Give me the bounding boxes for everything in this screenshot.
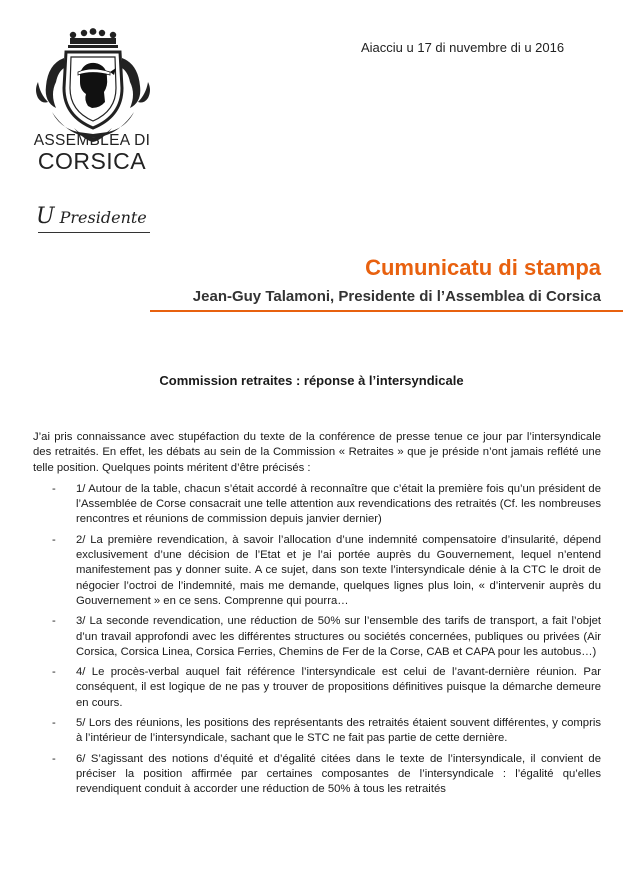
signature-initial: U (36, 204, 55, 229)
list-item (33, 752, 601, 798)
list-item (33, 716, 601, 747)
list-dash: - (52, 482, 56, 495)
points-list (33, 482, 601, 798)
document-body (33, 430, 601, 803)
press-release-subtitle: Jean-Guy Talamoni, Presidente di l’Assemblea di Corsica (192, 288, 601, 305)
signature-text: Presidente (59, 208, 147, 227)
signature-underline (38, 232, 150, 233)
list-dash: - (52, 717, 56, 730)
list-dash: - (52, 666, 56, 679)
list-item (33, 614, 601, 660)
logo-text-line2: CORSICA (37, 148, 147, 174)
list-item-text: 6/ S’agissant des notions d’équité et d’égalité citées dans le texte de l’intersyndicale, il convient de préciser la position affirmée par certaines composantes de l’intersyndicale : l’égalité qu’elles revendiquent conduit à accorder une réduction de 50% à tous les retraités (76, 752, 601, 796)
header-divider (150, 310, 623, 312)
president-signature (36, 204, 147, 229)
list-item (33, 665, 601, 711)
document-heading: Commission retraites : réponse à l’intersyndicale (159, 373, 464, 388)
list-item-text: 5/ Lors des réunions, les positions des représentants des retraités étaient souvent différentes, y compris à l’intérieur de l’intersyndicale, sachant que le STC ne fait pas partie de cette dernière. (76, 717, 601, 745)
list-item (33, 533, 601, 609)
list-item-text: 1/ Autour de la table, chacun s’était accordé à reconnaître que c’était la première fois qu’un président de l’Assemblée de Corse consacrait une telle attention aux revendications des retraités (Cf. les nombreuses rencontres et réunions de commission depuis janvier dernier) (76, 482, 601, 526)
list-dash: - (52, 533, 56, 546)
intro-paragraph: J’ai pris connaissance avec stupéfaction du texte de la conférence de presse tenue ce jour par l’intersyndicale des retraités. En effet, les débats au sein de la Commission « Retraites » que je préside n’ont jamais reflété une telle position. Quelques points méritent d’être précisés : (33, 431, 601, 474)
list-dash: - (52, 752, 56, 765)
list-dash: - (52, 615, 56, 628)
list-item-text: 3/ La seconde revendication, une réduction de 50% sur l’ensemble des tarifs de transport, a fait l’objet d’un travail approfondi avec les différentes structures ou sociétés concernées, publiques ou privées (Air Corsica, Corsica Linea, Corsica Ferries, Chemins de Fer de la Corse, CAB et CAPA pour les autobus…) (76, 615, 601, 658)
logo-text-line1: ASSEMBLEA DI (33, 132, 151, 149)
list-item-text: 2/ La première revendication, à savoir l’allocation d’une indemnité compensatoire d’insularité, dépend exclusivement d’une décision de l’Etat et je l’ai portée auprès du Gouvernement, lequel n’entend manifestement pas y donner suite. A ce sujet, dans son texte l’intersyndicale dénie à la CTC le droit de négocier l’octroi de l’indemnité, mais me demande, quelques lignes plus loin, « d’intervenir auprès du Gouvernement » en ce sens. Comprenne qui pourra… (76, 533, 601, 607)
list-item-text: 4/ Le procès-verbal auquel fait référence l’intersyndicale est celui de l’avant-dernière réunion. Par conséquent, il est logique de ne pas y trouver de propositions définitives puisque la démarche demeure en cours. (76, 666, 601, 709)
document-date: Aiacciu u 17 di nuvembre di u 2016 (361, 40, 565, 55)
list-item (33, 482, 601, 528)
press-release-title: Cumunicatu di stampa (365, 255, 601, 280)
